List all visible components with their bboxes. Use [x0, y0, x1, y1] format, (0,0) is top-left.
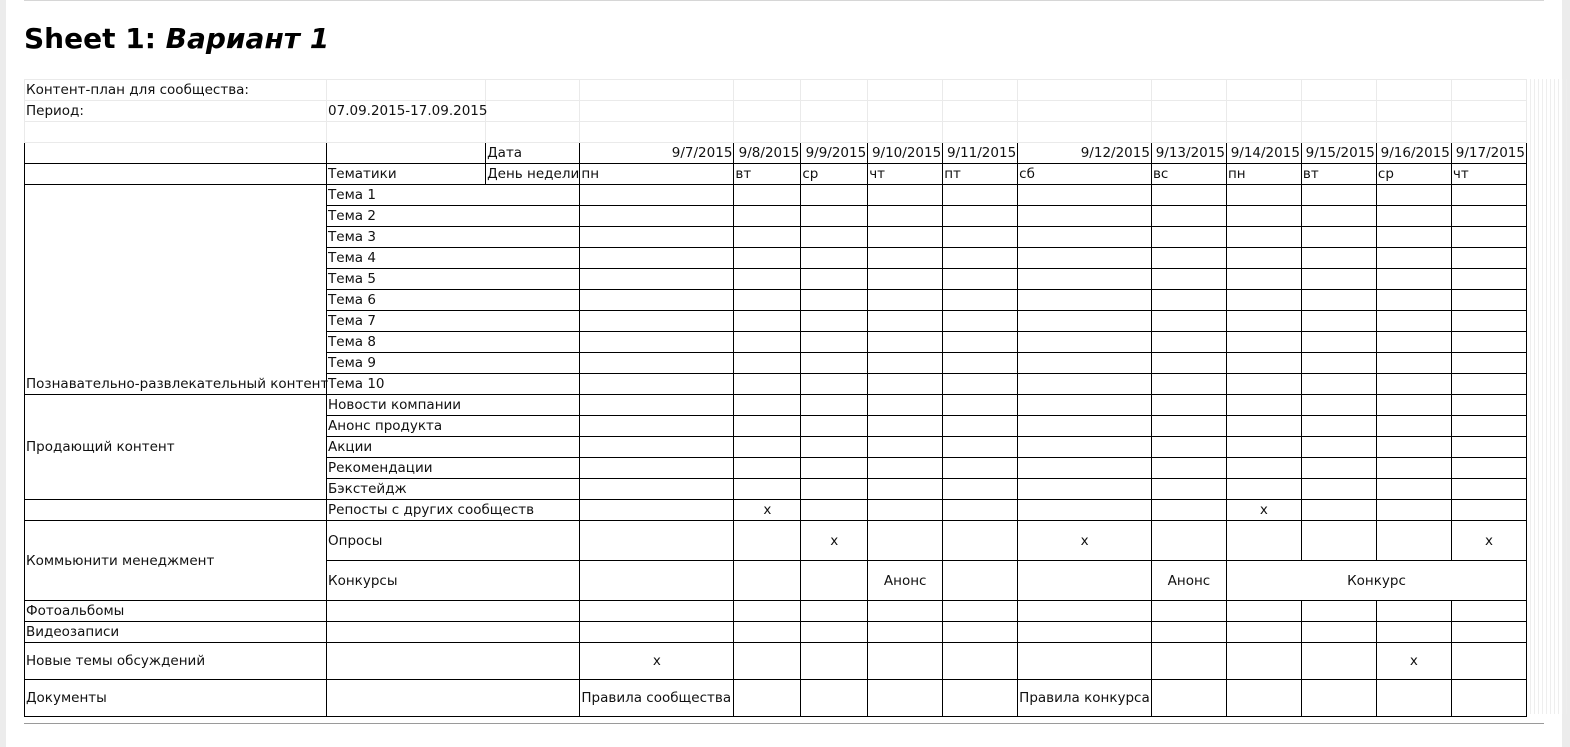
topic-label: Тема 7	[327, 311, 580, 332]
topic-label: Тема 8	[327, 332, 580, 353]
weekday-cell: сб	[1018, 164, 1152, 185]
row-plan	[25, 80, 1527, 101]
weekday-cell: ср	[1376, 164, 1451, 185]
topic-label: Тема 10	[327, 374, 580, 395]
rules-contest-cell: Правила конкурса	[1018, 680, 1152, 717]
weekday-cell: ср	[801, 164, 868, 185]
topic-label: Тема 2	[327, 206, 580, 227]
table-row	[25, 622, 1527, 643]
content-plan-table	[24, 79, 1527, 717]
spreadsheet-grid	[24, 79, 1527, 717]
date-cell: 9/12/2015	[1018, 143, 1152, 164]
sheet-name: Вариант 1	[165, 22, 330, 55]
row-weekdays	[25, 164, 1527, 185]
section-community: Коммьюнити менеджмент	[25, 521, 327, 601]
section-selling: Продающий контент	[25, 395, 327, 500]
weekday-cell: вс	[1151, 164, 1226, 185]
weekday-cell: пн	[580, 164, 734, 185]
date-cell: 9/10/2015	[868, 143, 943, 164]
weekday-cell: пн	[1226, 164, 1301, 185]
date-cell: 9/16/2015	[1376, 143, 1451, 164]
mark-cell: x	[1018, 521, 1152, 561]
date-cell: 9/14/2015	[1226, 143, 1301, 164]
spare-columns	[1530, 79, 1568, 714]
sheet-page	[6, 0, 1562, 747]
contest-cell: Конкурс	[1226, 561, 1526, 601]
period-value: 07.09.2015-17.09.2015	[327, 101, 486, 122]
weekday-cell: пт	[943, 164, 1018, 185]
date-cell: 9/11/2015	[943, 143, 1018, 164]
table-row	[25, 185, 1527, 206]
table-row	[25, 521, 1527, 561]
row-period	[25, 101, 1527, 122]
weekday-cell: чт	[868, 164, 943, 185]
row-dates	[25, 143, 1527, 164]
selling-item-label: Анонс продукта	[327, 416, 580, 437]
mark-cell: x	[734, 500, 801, 521]
section-videos: Видеозаписи	[25, 622, 327, 643]
topic-label: Тема 4	[327, 248, 580, 269]
section-educational: Познавательно-развлекательный контент	[25, 185, 327, 395]
topic-label: Тема 5	[327, 269, 580, 290]
weekday-cell: вт	[1301, 164, 1376, 185]
mark-cell: x	[580, 643, 734, 680]
polls-label: Опросы	[327, 521, 580, 561]
topic-label: Тема 6	[327, 290, 580, 311]
announce-cell: Анонс	[868, 561, 943, 601]
bottom-divider	[24, 723, 1544, 724]
weekday-label: День недели	[486, 164, 580, 185]
announce-cell: Анонс	[1151, 561, 1226, 601]
table-row	[25, 680, 1527, 717]
table-row	[25, 643, 1527, 680]
date-cell: 9/15/2015	[1301, 143, 1376, 164]
period-label: Период:	[25, 101, 327, 122]
date-cell: 9/9/2015	[801, 143, 868, 164]
section-discussions: Новые темы обсуждений	[25, 643, 327, 680]
plan-label: Контент-план для сообщества:	[25, 80, 327, 101]
sheet-prefix: Sheet 1:	[24, 22, 156, 55]
selling-item-label: Рекомендации	[327, 458, 580, 479]
contests-label: Конкурсы	[327, 561, 580, 601]
date-cell: 9/7/2015	[580, 143, 734, 164]
top-divider	[24, 0, 1544, 1]
selling-item-label: Бэкстейдж	[327, 479, 580, 500]
topic-label: Тема 1	[327, 185, 580, 206]
mark-cell: x	[1376, 643, 1451, 680]
selling-item-label: Новости компании	[327, 395, 580, 416]
weekday-cell: вт	[734, 164, 801, 185]
mark-cell: x	[801, 521, 868, 561]
table-row	[25, 395, 1527, 416]
sheet-title	[24, 20, 329, 58]
weekday-cell: чт	[1451, 164, 1526, 185]
selling-item-label: Акции	[327, 437, 580, 458]
mark-cell: x	[1451, 521, 1526, 561]
topic-label: Тема 9	[327, 353, 580, 374]
date-cell: 9/8/2015	[734, 143, 801, 164]
reposts-label: Репосты с других сообществ	[327, 500, 580, 521]
table-row	[25, 500, 1527, 521]
topics-label: Тематики	[327, 164, 486, 185]
rules-community-cell: Правила сообщества	[580, 680, 734, 717]
date-cell: 9/13/2015	[1151, 143, 1226, 164]
mark-cell: x	[1226, 500, 1301, 521]
section-documents: Документы	[25, 680, 327, 717]
topic-label: Тема 3	[327, 227, 580, 248]
date-label: Дата	[486, 143, 580, 164]
date-cell: 9/17/2015	[1451, 143, 1526, 164]
section-photos: Фотоальбомы	[25, 601, 327, 622]
table-row	[25, 601, 1527, 622]
